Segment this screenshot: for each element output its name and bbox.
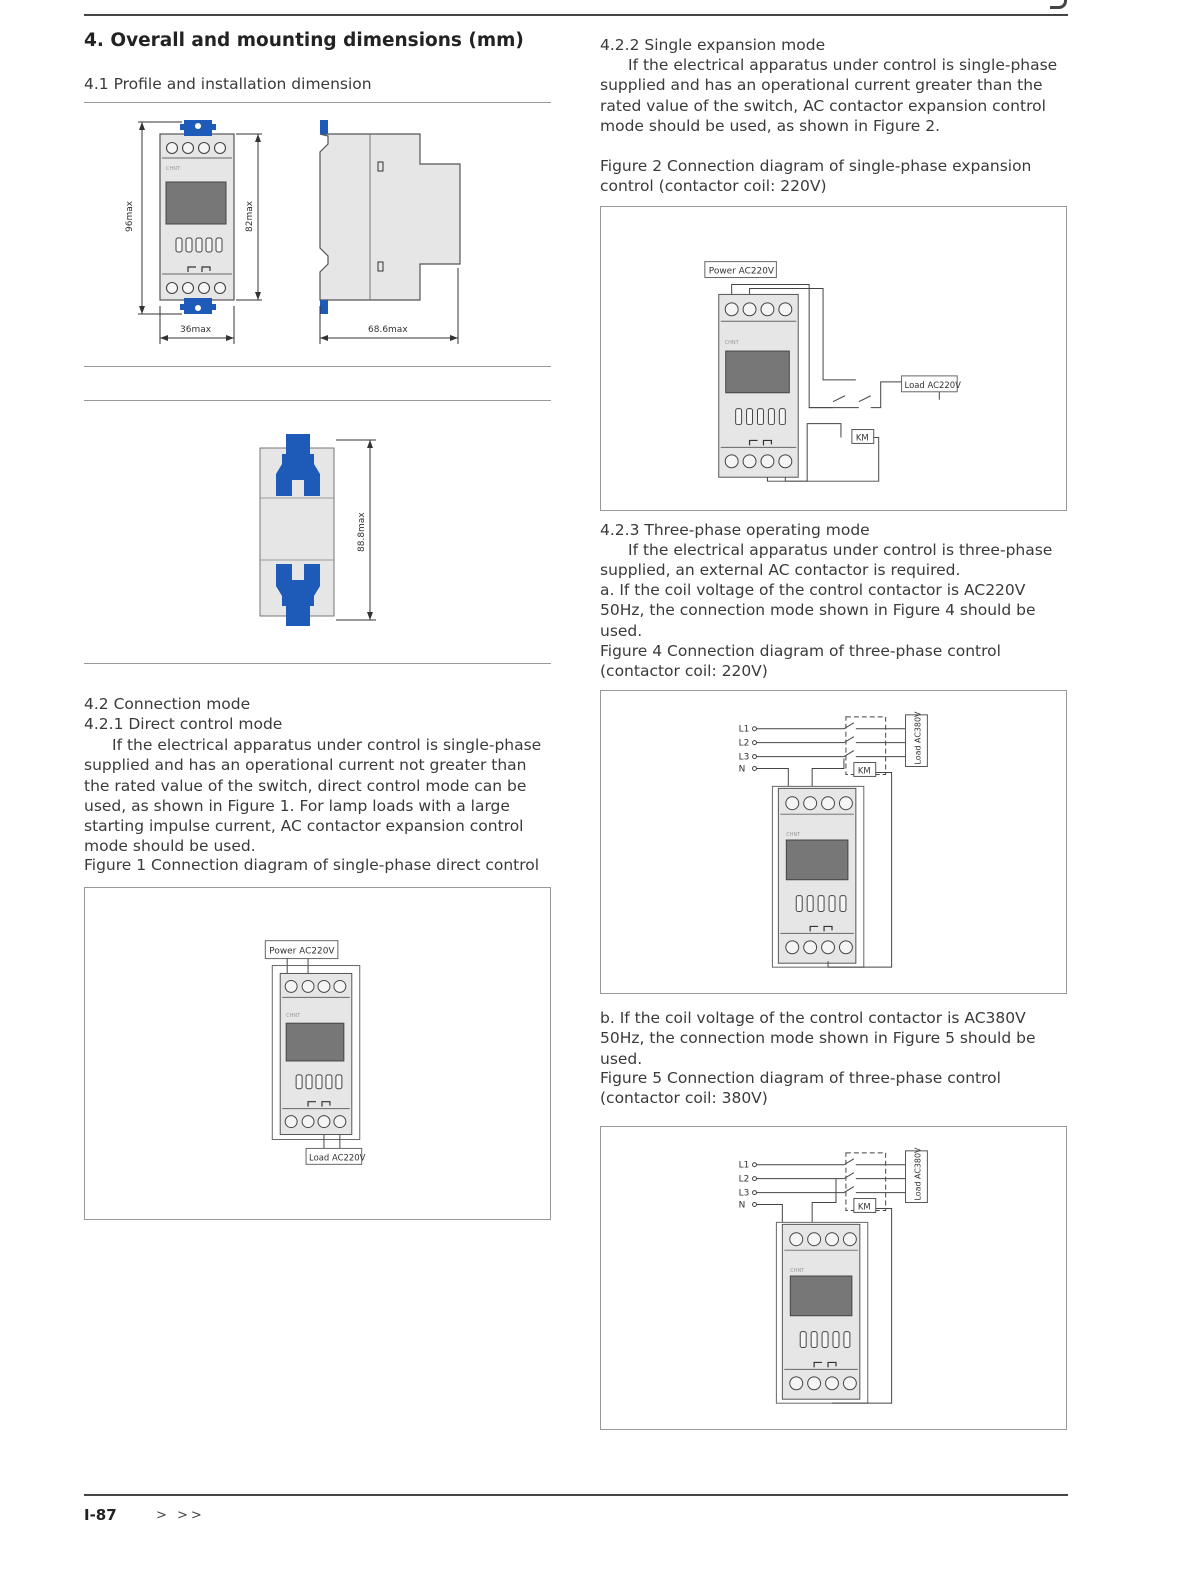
n-label: N	[738, 1200, 746, 1211]
l3-label: L3	[738, 752, 750, 763]
paragraph-4-2-3b: a. If the coil voltage of the control contactor is AC220V 50Hz, the connection mode shown in Figure 4 should be used.	[600, 581, 1036, 640]
paragraph-4-2-3a: If the electrical apparatus under control is three-phase supplied, an external AC contactor is required.	[600, 541, 1053, 580]
dim-96max: 96max	[125, 200, 135, 232]
l2-label: L2	[738, 1174, 750, 1185]
figure-4-box	[600, 690, 1067, 994]
l1-label: L1	[738, 1160, 750, 1171]
power-label: Power AC220V	[708, 266, 775, 277]
subsection-4-2-3: 4.2.3 Three-phase operating mode	[600, 521, 870, 539]
subsection-4-2-2: 4.2.2 Single expansion mode	[600, 36, 826, 54]
brand-text: CHNT	[786, 832, 801, 839]
bottom-rule	[84, 1494, 1068, 1496]
profile-dimension-drawing	[110, 110, 490, 350]
rule-b	[84, 400, 551, 401]
n-label: N	[738, 764, 746, 775]
top-rule	[84, 14, 1068, 16]
dim-82max: 82max	[245, 200, 255, 232]
load380-label: Load AC380V	[913, 1147, 923, 1201]
device-fig4	[772, 786, 863, 967]
km-label: KM	[857, 765, 871, 776]
paragraph-4-2-1: If the electrical apparatus under control is single-phase supplied and has an operational current not greater than the rated value of the switch, direct control mode can be used, as shown in Figure 1. For lamp loads with a large starting impulse current, AC contactor expansion control mode should be used.	[84, 736, 542, 856]
figure-2-box	[600, 206, 1067, 511]
device-fig5	[776, 1222, 867, 1403]
page-nav[interactable]: > >>	[156, 1508, 205, 1523]
l3-label: L3	[738, 1188, 750, 1199]
l2-label: L2	[738, 738, 750, 749]
l1-label: L1	[738, 724, 750, 735]
brand-text: CHNT	[724, 340, 739, 347]
dim-88-8max: 88.8max	[357, 512, 367, 552]
figure-1-box	[84, 887, 551, 1220]
figure-4-caption: Figure 4 Connection diagram of three-phase control (contactor coil: 220V)	[600, 642, 1001, 681]
km-label: KM	[857, 1201, 871, 1212]
dim-68-6max: 68.6max	[368, 325, 408, 335]
page-number: I-87	[84, 1506, 117, 1524]
device-fig1	[280, 973, 352, 1134]
brand-text: CHNT	[790, 1268, 805, 1275]
figure-1-caption: Figure 1 Connection diagram of single-phase direct control	[84, 856, 540, 874]
rule-4-1	[84, 102, 551, 103]
km-label: KM	[855, 432, 869, 443]
rule-a	[84, 366, 551, 367]
subsection-4-2-1: 4.2.1 Direct control mode	[84, 715, 283, 733]
figure-5-caption: Figure 5 Connection diagram of three-phase control (contactor coil: 380V)	[600, 1069, 1001, 1108]
dim-36max: 36max	[180, 325, 212, 335]
paragraph-b: b. If the coil voltage of the control contactor is AC380V 50Hz, the connection mode shown in Figure 5 should be used.	[600, 1009, 1036, 1068]
figure-2-caption: Figure 2 Connection diagram of single-phase expansion control (contactor coil: 220V)	[600, 157, 1032, 196]
brand-text: CHNT	[286, 1013, 301, 1020]
figure-5-box	[600, 1126, 1067, 1430]
paragraph-4-2-2: If the electrical apparatus under control is single-phase supplied and has an operational current greater than the rated value of the switch, AC contactor expansion control mode should be used, as shown in Figure 2.	[600, 56, 1058, 135]
back-view-drawing	[250, 430, 390, 630]
section-title: 4. Overall and mounting dimensions (mm)	[84, 30, 524, 51]
power-label: Power AC220V	[269, 946, 335, 957]
device-fig2	[719, 294, 798, 477]
load-label: Load AC220V	[904, 379, 961, 390]
brand-text: CHNT	[166, 166, 181, 172]
subsection-4-1: 4.1 Profile and installation dimension	[84, 75, 372, 93]
rule-c	[84, 663, 551, 664]
load380-label: Load AC380V	[913, 711, 923, 765]
subsection-4-2: 4.2 Connection mode	[84, 695, 251, 713]
load-label: Load AC220V	[309, 1152, 366, 1163]
corner-mark	[1050, 0, 1067, 9]
